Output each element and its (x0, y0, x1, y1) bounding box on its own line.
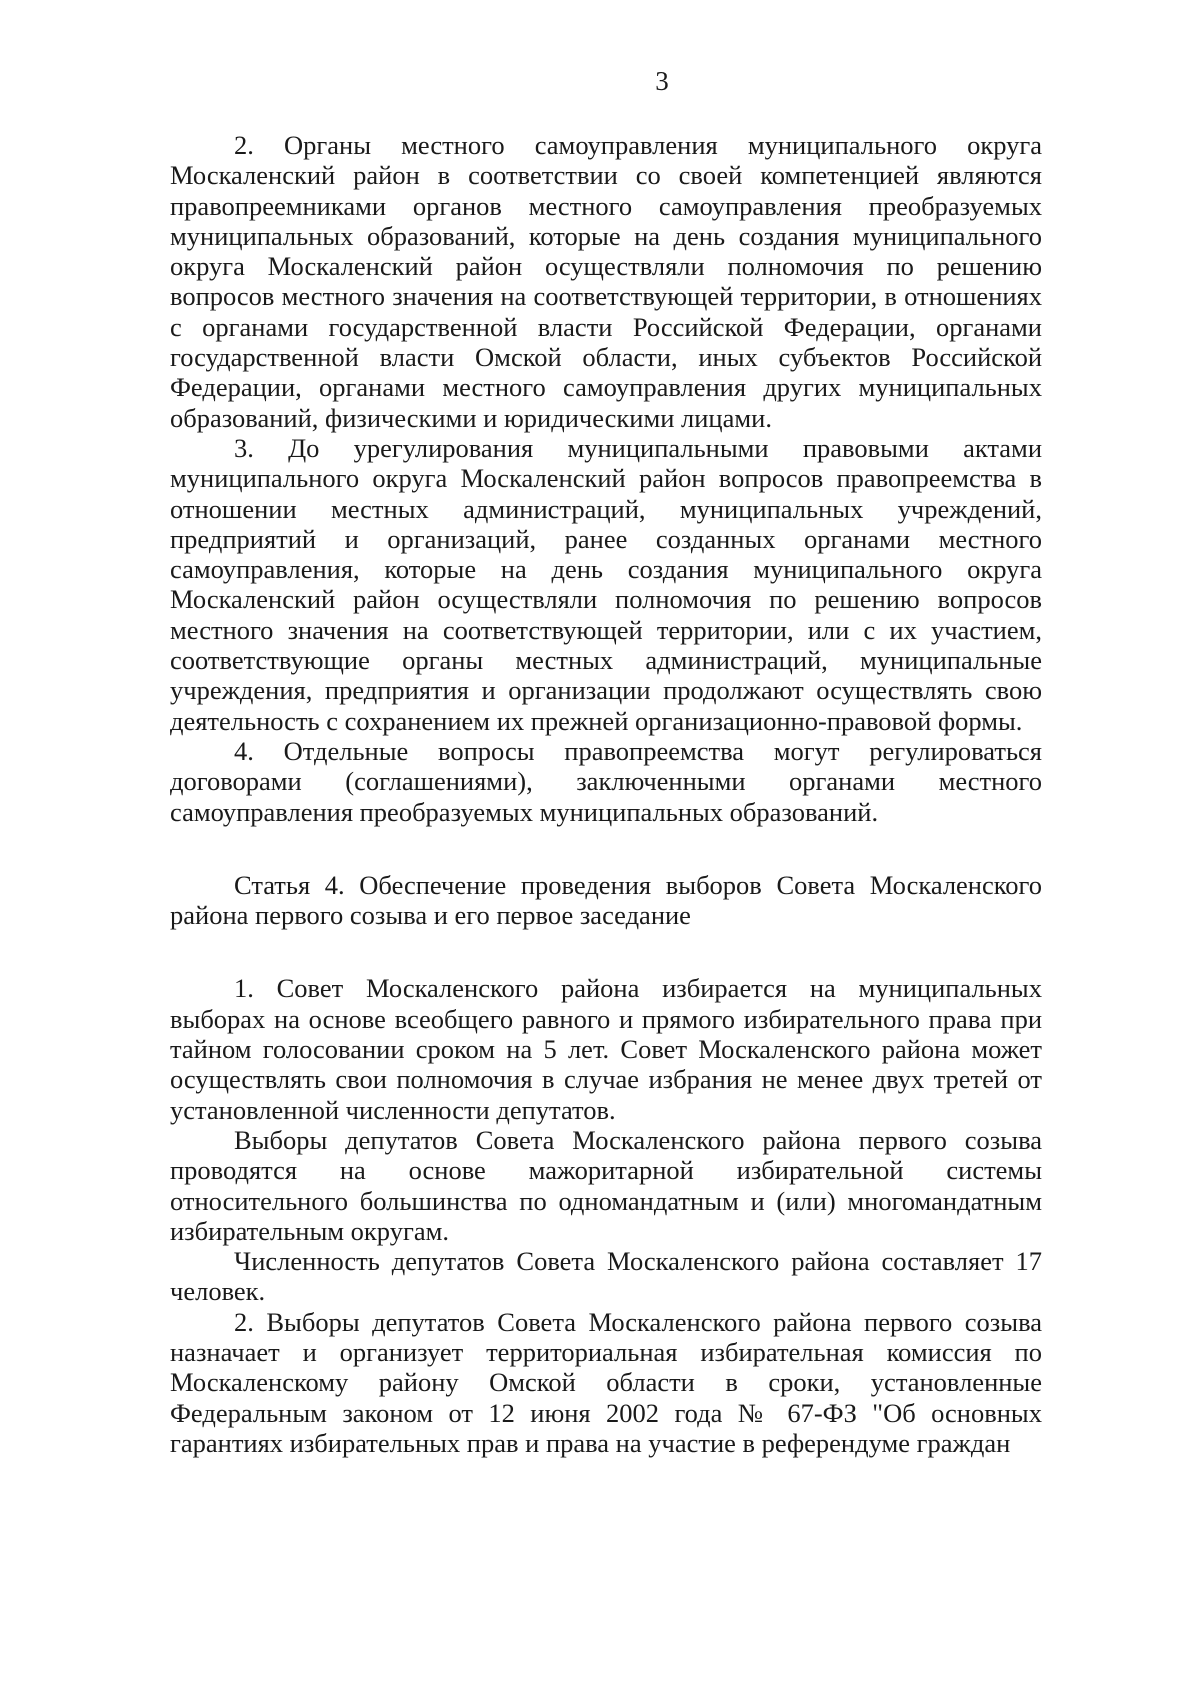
paragraph-council-election: 1. Совет Москаленского района избирается на муниципальных выборах на основе всеобщего равного и прямого избирательного права при тайном голосовании сроком на 5 лет. Совет Москаленского района может осуществлять свои полномочия в случае избрания не менее двух третей от установленной численности депутатов. (170, 973, 1042, 1125)
article-heading: Статья 4. Обеспечение проведения выборов Совета Москаленского района первого созыва и его первое заседание (170, 869, 1042, 931)
paragraph-deputies-count: Численность депутатов Совета Москаленского района составляет 17 человек. (170, 1246, 1042, 1307)
paragraph-election-organization: 2. Выборы депутатов Совета Москаленского района первого созыва назначает и организует территориальная избирательная комиссия по Москаленскому району Омской области в сроки, установленные Федеральным законом от 12 июня 2002 года № 67-ФЗ "Об основных гарантиях избирательных прав и права на участие в референдуме граждан (170, 1306, 1042, 1458)
paragraph-succession-regulation: 3. До урегулирования муниципальными правовыми актами муниципального округа Москаленский район вопросов правопреемства в отношении местных администраций, муниципальных учреждений, предприятий и организаций, ранее созданных органами местного самоуправления, которые на день создания муниципального округа Москаленский район осуществляли полномочия по решению вопросов местного значения на соответствующей территории, или с их участием, соответствующие органы местных администраций, муниципальные учреждения, предприятия и организации продолжают осуществлять свою деятельность с сохранением их прежней организационно-правовой формы. (170, 432, 1042, 736)
paragraph-succession-bodies: 2. Органы местного самоуправления муниципального округа Москаленский район в соответствии со своей компетенцией являются правопреемниками органов местного самоуправления преобразуемых муниципальных образований, которые на день создания муниципального округа Москаленский район осуществляли полномочия по решению вопросов местного значения на соответствующей территории, в отношениях с органами государственной власти Российской Федерации, органами государственной власти Омской области, иных субъектов Российской Федерации, органами местного самоуправления других муниципальных образований, физическими и юридическими лицами. (170, 130, 1042, 433)
page-number: 3 (655, 66, 669, 96)
paragraph-electoral-system: Выборы депутатов Совета Москаленского района первого созыва проводятся на основе мажоритарной избирательной системы относительного большинства по одномандатным и (или) многомандатным избирательным округам. (170, 1124, 1042, 1246)
paragraph-succession-agreements: 4. Отдельные вопросы правопреемства могут регулироваться договорами (соглашениями), заключенными органами местного самоуправления преобразуемых муниципальных образований. (170, 735, 1042, 827)
document-body (170, 130, 1042, 1458)
